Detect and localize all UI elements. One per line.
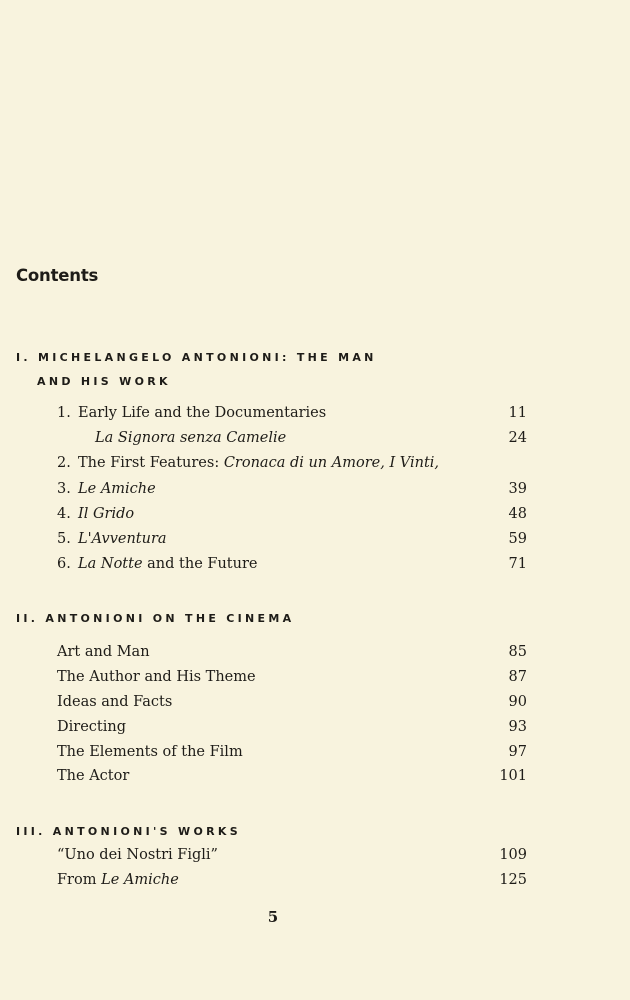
- page-ref: 93: [508, 719, 527, 735]
- part-heading-1: [16, 346, 377, 394]
- toc-entry: [57, 477, 527, 501]
- chapter-number: 1.: [57, 405, 71, 421]
- toc-entry: [57, 640, 527, 664]
- toc-entry: [57, 502, 527, 526]
- toc-entry-title: [57, 690, 172, 714]
- page-ref: 90: [508, 694, 527, 710]
- page-ref: 48: [508, 506, 527, 522]
- page-ref: 11: [508, 405, 527, 421]
- toc-entry-title: [95, 426, 286, 450]
- page-ref: 71: [508, 556, 527, 572]
- toc-entry: [57, 690, 527, 714]
- entry-text: The Elements of the Film: [57, 744, 243, 760]
- part-heading-line2: AND HIS WORK: [37, 375, 171, 388]
- film-title: Cronaca di un Amore, I Vinti,: [223, 455, 440, 471]
- toc-entry-title: [57, 640, 150, 664]
- chapter-number: 6.: [57, 556, 71, 572]
- entry-text: and the Future: [142, 556, 258, 572]
- toc-entry-title: [57, 665, 256, 689]
- toc-entry: [57, 401, 527, 425]
- toc-entry-title: [57, 527, 167, 551]
- toc-entry: [57, 426, 527, 450]
- film-title: L'Avventura: [78, 531, 167, 547]
- page-ref: 109: [499, 847, 527, 863]
- page-ref: 87: [508, 669, 527, 685]
- part-heading-3: [16, 820, 241, 844]
- toc-entry: [57, 843, 527, 867]
- toc-entry-title: [57, 401, 326, 425]
- part-heading-line1: III. ANTONIONI'S WORKS: [16, 825, 241, 838]
- toc-entry-title: [57, 715, 126, 739]
- page-ref: 59: [508, 531, 527, 547]
- entry-text: Art and Man: [57, 644, 150, 660]
- entry-text: The First Features:: [78, 455, 224, 471]
- entry-text: Directing: [57, 719, 126, 735]
- entry-text: The Actor: [57, 768, 130, 784]
- toc-entry: [57, 868, 527, 892]
- toc-entry-title: [57, 740, 243, 764]
- toc-entry-title: [57, 552, 257, 576]
- page-ref: 101: [499, 768, 527, 784]
- toc-entry: [57, 715, 527, 739]
- part-heading-2: [16, 607, 294, 631]
- film-title: Le Amiche: [78, 481, 156, 497]
- toc-entry-title: [57, 843, 218, 867]
- toc-entry-title: [57, 477, 156, 501]
- toc-entry-title: [57, 868, 179, 892]
- toc-entry: [57, 764, 527, 788]
- entry-text: Ideas and Facts: [57, 694, 173, 710]
- toc-entry-title: [57, 451, 439, 475]
- chapter-number: 4.: [57, 506, 71, 522]
- part-heading-line1: II. ANTONIONI ON THE CINEMA: [16, 612, 295, 625]
- chapter-number: 5.: [57, 531, 71, 547]
- film-title: Le Amiche: [101, 872, 179, 888]
- chapter-number: 3.: [57, 481, 71, 497]
- page-ref: 97: [508, 744, 527, 760]
- entry-text: Early Life and the Documentaries: [78, 405, 327, 421]
- entry-text: “Uno dei Nostri Figli”: [57, 847, 218, 863]
- toc-entry: [57, 740, 527, 764]
- contents-title: Contents: [16, 266, 99, 285]
- film-title: La Signora senza Camelie: [95, 430, 287, 446]
- part-heading-line1: I. MICHELANGELO ANTONIONI: THE MAN: [16, 351, 377, 364]
- film-title: La Notte: [78, 556, 143, 572]
- toc-entry: [57, 527, 527, 551]
- toc-entry-title: [57, 764, 129, 788]
- page-ref: 125: [499, 872, 527, 888]
- toc-entry-title: [57, 502, 134, 526]
- toc-entry: [57, 451, 527, 475]
- page-ref: 24: [508, 430, 527, 446]
- chapter-number: 2.: [57, 455, 71, 471]
- entry-text: From: [57, 872, 102, 888]
- toc-entry: [57, 552, 527, 576]
- page-ref: 85: [508, 644, 527, 660]
- entry-text: The Author and His Theme: [57, 669, 256, 685]
- toc-entry: [57, 665, 527, 689]
- page-ref: 39: [508, 481, 527, 497]
- page-number: 5: [267, 908, 279, 926]
- film-title: Il Grido: [78, 506, 135, 522]
